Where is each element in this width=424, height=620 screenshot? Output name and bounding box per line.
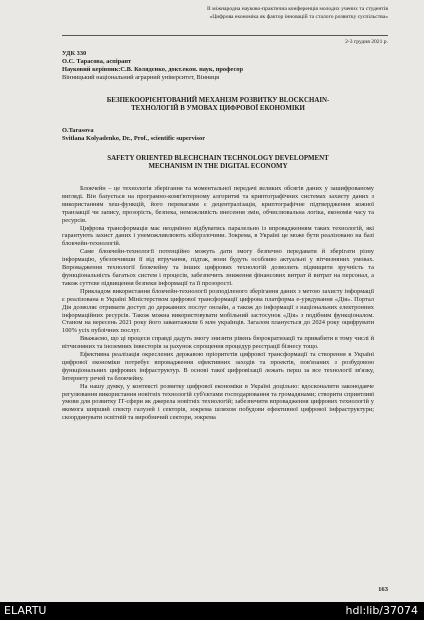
paragraph: На нашу думку, у контексті розвитку цифрової економіки в Україні доцільно: вдосконалити законодавче регулювання використання новітніх технологій суб'єктами господарювання та громадянами; створити сприятливі умови для розвитку ІТ-сфери як джерела новітніх технологій; забезпечити впровадження цифрових технологій у якомога ширший спектр галузей і секторів, зокрема шляхом побудови ефективної цифрової інфраструктури; скоординувати освітній та виробничий сектори, зокрема	[62, 382, 374, 422]
paragraph: Прикладом використання блокчейн-технології розподіленого зберігання даних з метою захисту інформації є реалізована в Україні Міністерством цифрової трансформації цифрова платформа е-урядування «Дія». Портал Дія дозволяє отримати доступ до державних послуг онлайн, а також до інформації з національних електронних інформаційних ресурсів. Також можна використовувати мобільний застосунок «Дія» з подібним функціоналом. Станом на вересень 2021 року його завантажили 6 млн українців. Загалом планується до 2024 року оцифрувати 100% усіх публічних послуг.	[62, 287, 374, 335]
conference-line-1: II міжнародна науково-практична конференція молодих учених та студентів	[206, 6, 388, 12]
repository-footer	[0, 602, 424, 620]
header-divider	[62, 35, 388, 36]
title-en-line-1: SAFETY ORIENTED BLECHCHAIN TECHNOLOGY DEVELOPMENT	[107, 155, 329, 162]
title-en-line-2: MECHANISM IN THE DIGITAL ECONOMY	[148, 163, 288, 170]
title-ua-line-1: БЕЗПЕКООРІЄНТОВАНИЙ МЕХАНІЗМ РОЗВИТКУ BLOCKCHAIN-	[106, 97, 330, 104]
handle-id: hdl:lib/37074	[345, 604, 418, 617]
paragraph: Ефективна реалізація окреслених державою пріоритетів цифрової трансформації та створення в Україні цифрової економіки потребує впровадження ефективних заходів та проектів, пов'язаних з розбудовою функціональних цифрових інфраструктур. В основі такої цифровізації лежать перш за все технології зв'язку, Інтернету речей та блокчейну.	[62, 351, 374, 382]
title-ua-line-2: ТЕХНОЛОГІЙ В УМОВАХ ЦИФРОВОЇ ЕКОНОМІКИ	[131, 105, 305, 112]
paragraph: Блокчейн – це технологія зберігання та моментальної передачі великих обсягів даних у зашифрованому вигляді. Він базується на програмно-комп'ютерному алгоритмі та криптографічних системах захисту даних з використанням хеш-функцій, його перевагами є децентралізація, криптографічне підтвердження кожної транзакції чи запису, прозорість, безпека, неможливість внесення змін, обчислювальна логіка, економія часу та ресурсів.	[62, 185, 374, 224]
title-ua	[62, 97, 374, 113]
paragraph: Вважаємо, що ці процеси справді дадуть змогу знизити рівень бюрократизації та привабити в тому числі й вітчизняних та іноземних інвесторів за рахунок спрощення процедур реєстрації бізнесу тощо.	[62, 335, 374, 351]
article-body	[62, 185, 374, 422]
author-block-ua	[62, 50, 374, 82]
page-number: 163	[378, 586, 388, 593]
advisor-ua: Науковий керівник:С.В. Колядєнко, докт.екон. наук, професор	[62, 65, 244, 73]
author-ua: О.С. Тарасова, аспірант	[62, 57, 132, 65]
paragraph: Саме блокчейн-технології потенційно можуть дати змогу безпечно передавати й зберігати різну інформацію, убезпечивши її від втручання, підтак, вони будуть особливо актуальні у вітчизняних умовах. Впровадження технології блокчейну та інших цифрових технологій дозволить підвищити зручність та функціональність багатьох систем і процесів, забезпечить зниження фінансових витрат й витрат на персонал, а також суттєве підвищення безпеки інформації та її прозорості.	[62, 248, 374, 287]
paragraph: Цифрова трансформація має неодмінно відбуватись паралельно із впровадженням таких технологій, які гарантують захист даних і унеможливлюють кіберзлочини. Зокрема, в Україні це може бути реалізовано на базі блокчейн-технологій.	[62, 224, 374, 248]
conference-header	[68, 6, 388, 21]
repository-name: ELARTU	[4, 604, 47, 617]
conference-line-2: «Цифрова економіка як фактор інновацій та сталого розвитку суспільства»	[209, 13, 388, 20]
university-ua: Вінницький національний аграрний університет, Вінниця	[62, 73, 220, 81]
author-block-en	[62, 127, 374, 143]
advisor-en: Svitlana Kolyadenko, Dr., Prof., scientific supervisor	[62, 134, 206, 142]
udk-code: УДК 330	[62, 50, 87, 57]
title-en	[62, 155, 374, 171]
conference-date: 2-3 грудня 2021 р.	[345, 39, 388, 45]
author-en: O.Tarasova	[62, 127, 94, 134]
